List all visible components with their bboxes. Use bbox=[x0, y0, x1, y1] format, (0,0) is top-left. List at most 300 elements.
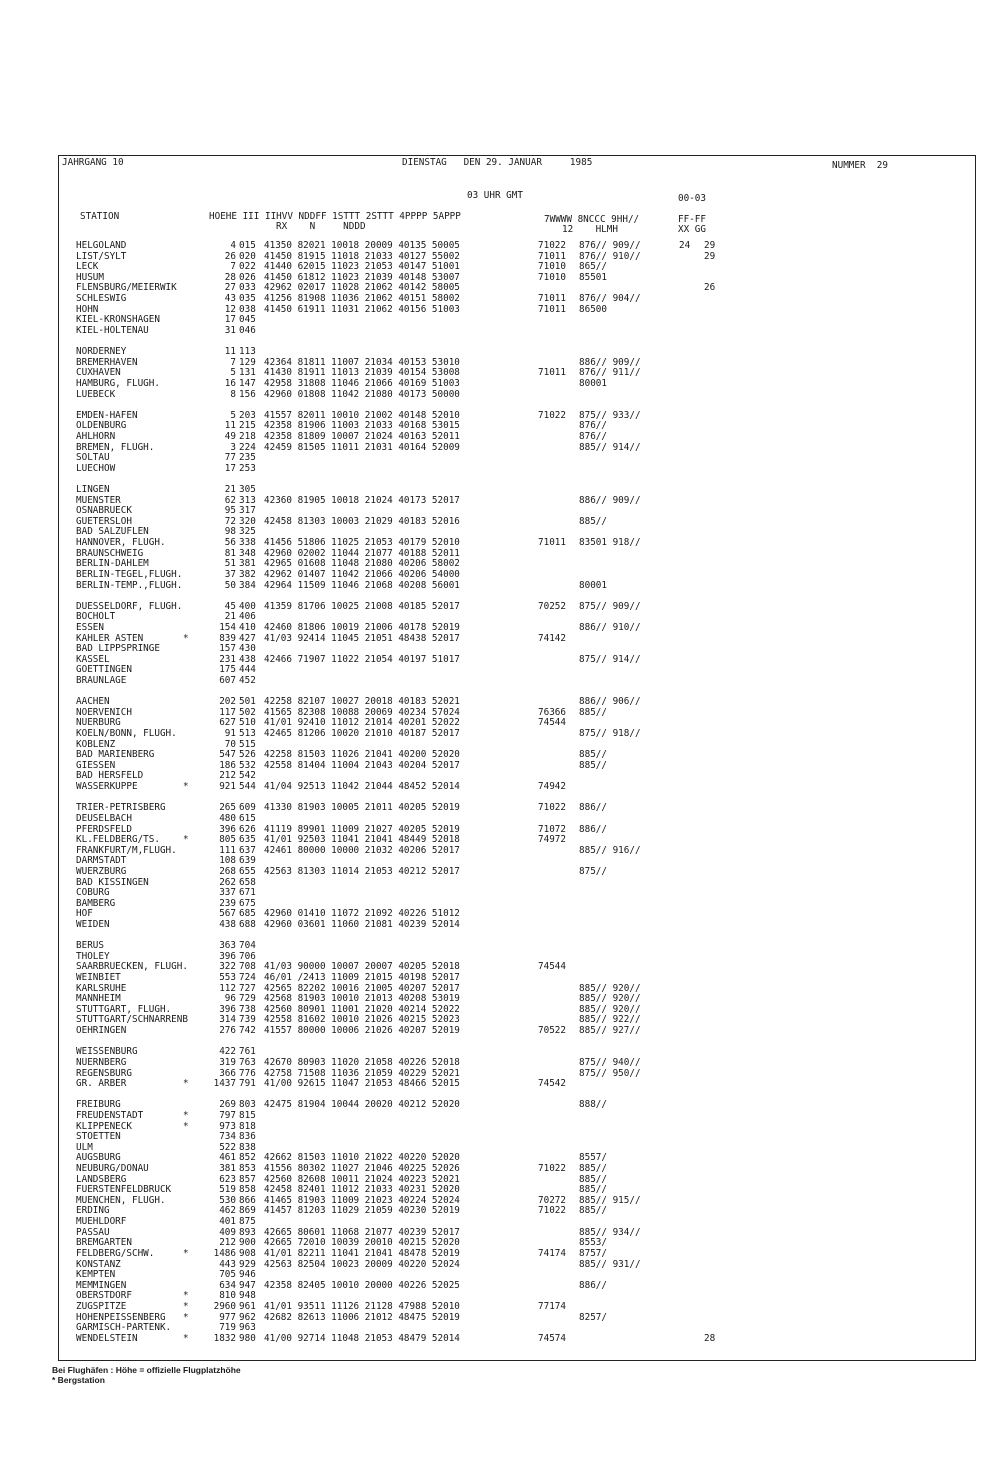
station-index: 866 bbox=[239, 1194, 256, 1206]
synop-groups: 42962 02017 11028 21062 40142 58005 bbox=[264, 282, 460, 294]
cloud-groups: 8553/ bbox=[579, 1237, 607, 1249]
table-row bbox=[76, 665, 716, 676]
station-index: 410 bbox=[239, 621, 256, 633]
weather-group: 74972 bbox=[538, 834, 566, 846]
table-row bbox=[76, 1206, 716, 1217]
station-height: 553 bbox=[219, 972, 236, 984]
station-height: 111 bbox=[219, 844, 236, 856]
cloud-groups: 8557/ bbox=[579, 1152, 607, 1164]
station-height: 95 bbox=[224, 505, 236, 517]
weather-group: 77174 bbox=[538, 1300, 566, 1312]
station-height: 719 bbox=[219, 1322, 236, 1334]
station-index: 729 bbox=[239, 993, 256, 1005]
station-name: KONSTANZ bbox=[76, 1258, 121, 1270]
station-index: 045 bbox=[239, 314, 256, 326]
station-height: 839 bbox=[219, 632, 236, 644]
station-index: 501 bbox=[239, 696, 256, 708]
station-height: 797 bbox=[219, 1109, 236, 1121]
station-index: 655 bbox=[239, 865, 256, 877]
station-index: 338 bbox=[239, 537, 256, 549]
synop-groups: 41450 61911 11031 21062 40156 51003 bbox=[264, 303, 460, 315]
station-name: NEUBURG/DONAU bbox=[76, 1163, 149, 1175]
table-row bbox=[76, 846, 716, 857]
station-index: 962 bbox=[239, 1311, 256, 1323]
station-index: 526 bbox=[239, 749, 256, 761]
cloud-groups: 885// 916// bbox=[579, 844, 641, 856]
cloud-groups: 875// 918// bbox=[579, 728, 641, 740]
station-index: 727 bbox=[239, 982, 256, 994]
station-name: GUETERSLOH bbox=[76, 515, 132, 527]
station-height: 522 bbox=[219, 1141, 236, 1153]
synop-groups: 41456 51806 11025 21053 40179 52010 bbox=[264, 537, 460, 549]
footnotes bbox=[52, 1365, 241, 1385]
station-name: GARMISCH-PARTENK. bbox=[76, 1322, 172, 1334]
synop-groups: 41119 89901 11009 21027 40205 52019 bbox=[264, 823, 460, 835]
synop-groups: 46/01 /2413 11009 21015 40198 52017 bbox=[264, 972, 460, 984]
synop-groups: 42358 81809 10007 21024 40163 52011 bbox=[264, 430, 460, 442]
spacer-row bbox=[76, 1037, 716, 1048]
synop-groups: 41465 81903 11009 21023 40224 52024 bbox=[264, 1194, 460, 1206]
table-row bbox=[76, 443, 716, 454]
station-name: PFERDSFELD bbox=[76, 823, 132, 835]
station-index: 532 bbox=[239, 759, 256, 771]
station-name: OSNABRUECK bbox=[76, 505, 132, 517]
station-index: 452 bbox=[239, 674, 256, 686]
cloud-groups: 885// 934// bbox=[579, 1226, 641, 1238]
station-height: 268 bbox=[219, 865, 236, 877]
station-name: LECK bbox=[76, 261, 99, 273]
cloud-groups: 875// 950// bbox=[579, 1067, 641, 1079]
station-height: 567 bbox=[219, 908, 236, 920]
station-name: GR. ARBER bbox=[76, 1078, 127, 1090]
table-row bbox=[76, 634, 716, 645]
station-index: 658 bbox=[239, 876, 256, 888]
station-height: 45 bbox=[224, 600, 236, 612]
station-name: KIEL-HOLTENAU bbox=[76, 324, 149, 336]
station-height: 157 bbox=[219, 643, 236, 655]
table-row bbox=[76, 496, 716, 507]
station-name: BRAUNLAGE bbox=[76, 674, 127, 686]
station-height: 734 bbox=[219, 1131, 236, 1143]
station-index: 215 bbox=[239, 420, 256, 432]
synop-groups: 41/01 92410 11012 21014 40201 52022 bbox=[264, 717, 460, 729]
station-name: FELDBERG/SCHW. bbox=[76, 1247, 155, 1259]
weather-group: 70272 bbox=[538, 1194, 566, 1206]
station-index: 384 bbox=[239, 579, 256, 591]
cloud-groups: 875// 909// bbox=[579, 600, 641, 612]
weather-group: 71022 bbox=[538, 802, 566, 814]
table-row bbox=[76, 1302, 716, 1313]
cloud-groups: 885// bbox=[579, 1173, 607, 1185]
station-index: 836 bbox=[239, 1131, 256, 1143]
station-height: 462 bbox=[219, 1205, 236, 1217]
gust-value: 28 bbox=[704, 1332, 716, 1344]
station-name: BAD MARIENBERG bbox=[76, 749, 155, 761]
wind-gust-header: FF-FF bbox=[678, 214, 706, 225]
synop-groups: 41/00 92714 11048 21053 48479 52014 bbox=[264, 1332, 460, 1344]
station-name: MEMMINGEN bbox=[76, 1279, 127, 1291]
station-index: 502 bbox=[239, 706, 256, 718]
synop-groups: 42960 02002 11044 21077 40188 52011 bbox=[264, 547, 460, 559]
mountain-marker: * bbox=[183, 1332, 189, 1344]
station-name: KASSEL bbox=[76, 653, 110, 665]
station-index: 444 bbox=[239, 664, 256, 676]
station-height: 269 bbox=[219, 1099, 236, 1111]
station-name: NOERVENICH bbox=[76, 706, 132, 718]
station-height: 212 bbox=[219, 770, 236, 782]
station-name: DARMSTADT bbox=[76, 855, 127, 867]
station-index: 675 bbox=[239, 897, 256, 909]
weather-group: 74544 bbox=[538, 717, 566, 729]
secondary-groups-header: 7WWWW 8NCCC 9HH// bbox=[544, 214, 640, 225]
synop-groups: 42466 71907 11022 21054 40197 51017 bbox=[264, 653, 460, 665]
cloud-groups: 876// 909// bbox=[579, 240, 641, 251]
synop-groups: 41/01 93511 11126 21128 47988 52010 bbox=[264, 1300, 460, 1312]
table-row bbox=[76, 761, 716, 772]
synop-groups: 42560 80901 11001 21020 40214 52022 bbox=[264, 1003, 460, 1015]
cloud-groups: 885// 920// bbox=[579, 1003, 641, 1015]
weather-group: 71010 bbox=[538, 271, 566, 283]
table-row bbox=[76, 1111, 716, 1122]
station-index: 253 bbox=[239, 462, 256, 474]
station-index: 739 bbox=[239, 1014, 256, 1026]
station-name: FREIBURG bbox=[76, 1099, 121, 1111]
synop-groups: 42665 80601 11068 21077 40239 52017 bbox=[264, 1226, 460, 1238]
table-row bbox=[76, 676, 716, 687]
cloud-groups: 886// bbox=[579, 802, 607, 814]
station-index: 113 bbox=[239, 346, 256, 358]
weather-group: 71011 bbox=[538, 293, 566, 305]
station-name: THOLEY bbox=[76, 950, 110, 962]
station-index: 852 bbox=[239, 1152, 256, 1164]
table-row bbox=[76, 803, 716, 814]
station-height: 212 bbox=[219, 1237, 236, 1249]
station-name: HOF bbox=[76, 908, 93, 920]
mountain-station-note: * Bergstation bbox=[52, 1375, 105, 1385]
station-index: 147 bbox=[239, 377, 256, 389]
station-height: 1486 bbox=[213, 1247, 236, 1259]
station-height: 530 bbox=[219, 1194, 236, 1206]
station-name: BERUS bbox=[76, 940, 104, 952]
synop-groups: 41/01 82211 11041 21041 48478 52019 bbox=[264, 1247, 460, 1259]
station-name: BERLIN-TEGEL,FLUGH. bbox=[76, 568, 183, 580]
table-row bbox=[76, 464, 716, 475]
station-name: OBERSTDORF bbox=[76, 1290, 132, 1302]
station-name: COBURG bbox=[76, 887, 110, 899]
station-name: BAD SALZUFLEN bbox=[76, 526, 149, 538]
synop-groups: 41430 81911 11013 21039 40154 53008 bbox=[264, 367, 460, 379]
weather-group: 71022 bbox=[538, 409, 566, 421]
station-height: 7 bbox=[230, 261, 236, 273]
station-name: WEIDEN bbox=[76, 919, 110, 930]
station-name: KEMPTEN bbox=[76, 1269, 116, 1281]
table-row bbox=[76, 1132, 716, 1143]
station-height: 27 bbox=[224, 282, 236, 294]
station-name: BOCHOLT bbox=[76, 611, 116, 623]
weather-group: 70522 bbox=[538, 1025, 566, 1037]
station-height: 438 bbox=[219, 919, 236, 930]
station-column-header: STATION bbox=[80, 211, 120, 222]
spacer-row bbox=[76, 336, 716, 347]
cloud-groups: 885// bbox=[579, 515, 607, 527]
synop-groups: 42758 71508 11036 21059 40229 52021 bbox=[264, 1067, 460, 1079]
cloud-groups: 875// bbox=[579, 865, 607, 877]
station-index: 791 bbox=[239, 1078, 256, 1090]
station-height: 409 bbox=[219, 1226, 236, 1238]
synop-groups: 42460 81806 10019 21006 40178 52019 bbox=[264, 621, 460, 633]
cloud-groups: 886// 906// bbox=[579, 696, 641, 708]
table-row bbox=[76, 623, 716, 634]
station-index: 203 bbox=[239, 409, 256, 421]
station-index: 156 bbox=[239, 388, 256, 400]
station-height: 16 bbox=[224, 377, 236, 389]
station-height: 1832 bbox=[213, 1332, 236, 1344]
table-row bbox=[76, 305, 716, 316]
station-index: 513 bbox=[239, 728, 256, 740]
station-name: TRIER-PETRISBERG bbox=[76, 802, 166, 814]
synop-groups: 41450 81915 11018 21033 40127 55002 bbox=[264, 250, 460, 262]
station-name: BAMBERG bbox=[76, 897, 116, 909]
station-index: 961 bbox=[239, 1300, 256, 1312]
table-row bbox=[76, 1058, 716, 1069]
synop-groups: 42563 81303 11014 21053 40212 52017 bbox=[264, 865, 460, 877]
station-height: 17 bbox=[224, 314, 236, 326]
station-name: GOETTINGEN bbox=[76, 664, 132, 676]
station-name: SOLTAU bbox=[76, 452, 110, 464]
station-name: WEINBIET bbox=[76, 972, 121, 984]
station-name: HOHN bbox=[76, 303, 99, 315]
station-index: 515 bbox=[239, 738, 256, 750]
station-index: 738 bbox=[239, 1003, 256, 1015]
weather-group: 71011 bbox=[538, 537, 566, 549]
station-height: 154 bbox=[219, 621, 236, 633]
station-index: 947 bbox=[239, 1279, 256, 1291]
weather-group: 71010 bbox=[538, 261, 566, 273]
station-index: 858 bbox=[239, 1184, 256, 1196]
station-name: BERLIN-DAHLEM bbox=[76, 558, 149, 570]
station-height: 2960 bbox=[213, 1300, 236, 1312]
station-height: 96 bbox=[224, 993, 236, 1005]
synop-groups: 42965 01608 11048 21080 40206 58002 bbox=[264, 558, 460, 570]
table-row bbox=[76, 1334, 716, 1345]
weather-group: 74574 bbox=[538, 1332, 566, 1344]
time-range: 00-03 bbox=[678, 193, 706, 204]
station-height: 810 bbox=[219, 1290, 236, 1302]
spacer-row bbox=[76, 474, 716, 485]
station-name: BAD KISSINGEN bbox=[76, 876, 149, 888]
station-height: 28 bbox=[224, 271, 236, 283]
table-row bbox=[76, 517, 716, 528]
station-index: 235 bbox=[239, 452, 256, 464]
station-index: 704 bbox=[239, 940, 256, 952]
station-height: 37 bbox=[224, 568, 236, 580]
station-index: 635 bbox=[239, 834, 256, 846]
synop-groups: 42364 81811 11007 21034 40153 53010 bbox=[264, 356, 460, 368]
cloud-groups: 886// 910// bbox=[579, 621, 641, 633]
station-index: 803 bbox=[239, 1099, 256, 1111]
station-height: 1437 bbox=[213, 1078, 236, 1090]
cloud-groups: 85501 bbox=[579, 271, 607, 283]
table-row bbox=[76, 326, 716, 337]
station-name: EMDEN-HAFEN bbox=[76, 409, 138, 421]
mountain-marker: * bbox=[183, 1078, 189, 1090]
cloud-groups: 885// bbox=[579, 1163, 607, 1175]
station-height: 705 bbox=[219, 1269, 236, 1281]
table-row bbox=[76, 878, 716, 889]
station-height: 72 bbox=[224, 515, 236, 527]
synop-groups: 41359 81706 10025 21008 40185 52017 bbox=[264, 600, 460, 612]
station-height: 973 bbox=[219, 1120, 236, 1132]
station-height: 5 bbox=[230, 409, 236, 421]
synop-groups: 41/04 92513 11042 21044 48452 52014 bbox=[264, 781, 460, 793]
station-name: STUTTGART/SCHNARRENB bbox=[76, 1014, 188, 1026]
station-height: 239 bbox=[219, 897, 236, 909]
synop-groups: 42458 81303 10003 21029 40183 52016 bbox=[264, 515, 460, 527]
station-index: 963 bbox=[239, 1322, 256, 1334]
mountain-marker: * bbox=[183, 1311, 189, 1323]
mountain-marker: * bbox=[183, 1109, 189, 1121]
station-index: 637 bbox=[239, 844, 256, 856]
station-index: 900 bbox=[239, 1237, 256, 1249]
station-name: AHLHORN bbox=[76, 430, 116, 442]
synop-groups: 42358 82405 10010 20000 40226 52025 bbox=[264, 1279, 460, 1291]
station-index: 325 bbox=[239, 526, 256, 538]
jahrgang-label: JAHRGANG 10 bbox=[62, 157, 124, 168]
cloud-groups: 885// bbox=[579, 749, 607, 761]
station-height: 480 bbox=[219, 812, 236, 824]
gust-value: 26 bbox=[704, 282, 716, 294]
station-height: 337 bbox=[219, 887, 236, 899]
station-height: 11 bbox=[224, 346, 236, 358]
secondary-groups-subheader: 12 HLMH bbox=[562, 224, 618, 235]
station-name: BRAUNSCHWEIG bbox=[76, 547, 144, 559]
station-height: 422 bbox=[219, 1046, 236, 1058]
weather-group: 74942 bbox=[538, 781, 566, 793]
synop-groups: 41450 61812 11023 21039 40148 53007 bbox=[264, 271, 460, 283]
station-height: 49 bbox=[224, 430, 236, 442]
station-name: LINGEN bbox=[76, 484, 110, 496]
synop-groups: 42670 80903 11020 21058 40226 52018 bbox=[264, 1056, 460, 1068]
cloud-groups: 885// bbox=[579, 759, 607, 771]
station-index: 382 bbox=[239, 568, 256, 580]
station-name: HAMBURG, FLUGH. bbox=[76, 377, 160, 389]
station-name: CUXHAVEN bbox=[76, 367, 121, 379]
cloud-groups: 8757/ bbox=[579, 1247, 607, 1259]
station-index: 400 bbox=[239, 600, 256, 612]
cloud-groups: 885// 931// bbox=[579, 1258, 641, 1270]
weather-group: 71022 bbox=[538, 1205, 566, 1217]
cloud-groups: 888// bbox=[579, 1099, 607, 1111]
station-name: KAHLER ASTEN bbox=[76, 632, 144, 644]
station-height: 108 bbox=[219, 855, 236, 867]
cloud-groups: 885// 920// bbox=[579, 982, 641, 994]
station-name: GIESSEN bbox=[76, 759, 116, 771]
station-name: NUERNBERG bbox=[76, 1056, 127, 1068]
station-index: 320 bbox=[239, 515, 256, 527]
station-name: HANNOVER, FLUGH. bbox=[76, 537, 166, 549]
station-index: 761 bbox=[239, 1046, 256, 1058]
station-name: BREMERHAVEN bbox=[76, 356, 138, 368]
station-name: KOBLENZ bbox=[76, 738, 116, 750]
station-name: MANNHEIM bbox=[76, 993, 121, 1005]
station-height: 231 bbox=[219, 653, 236, 665]
station-index: 908 bbox=[239, 1247, 256, 1259]
station-height: 634 bbox=[219, 1279, 236, 1291]
station-height: 70 bbox=[224, 738, 236, 750]
station-name: LUEBECK bbox=[76, 388, 116, 400]
mountain-marker: * bbox=[183, 781, 189, 793]
station-index: 438 bbox=[239, 653, 256, 665]
station-index: 818 bbox=[239, 1120, 256, 1132]
cloud-groups: 8257/ bbox=[579, 1311, 607, 1323]
station-height: 77 bbox=[224, 452, 236, 464]
cloud-groups: 886// bbox=[579, 1279, 607, 1291]
synop-groups: 41557 82011 10010 21002 40148 52010 bbox=[264, 409, 460, 421]
station-name: ULM bbox=[76, 1141, 93, 1153]
station-height: 627 bbox=[219, 717, 236, 729]
synop-groups: 41440 62015 11023 21053 40147 51001 bbox=[264, 261, 460, 273]
synop-groups: 42560 82608 10011 21024 40223 52021 bbox=[264, 1173, 460, 1185]
station-name: MUENCHEN, FLUGH. bbox=[76, 1194, 166, 1206]
synop-groups: 41565 82308 10088 20069 40234 57024 bbox=[264, 706, 460, 718]
station-index: 544 bbox=[239, 781, 256, 793]
synop-groups: 42458 82401 11012 21033 40231 52020 bbox=[264, 1184, 460, 1196]
cloud-groups: 876// 911// bbox=[579, 367, 641, 379]
synop-groups: 41/03 92414 11045 21051 48438 52017 bbox=[264, 632, 460, 644]
synop-groups: 42662 81503 11010 21022 40220 52020 bbox=[264, 1152, 460, 1164]
synop-groups: 42682 82613 11006 21012 48475 52019 bbox=[264, 1311, 460, 1323]
station-height: 322 bbox=[219, 961, 236, 973]
date-label: DIENSTAG DEN 29. JANUAR 1985 bbox=[402, 157, 593, 168]
cloud-groups: 876// bbox=[579, 420, 607, 432]
cloud-groups: 886// 909// bbox=[579, 494, 641, 506]
station-index: 639 bbox=[239, 855, 256, 867]
station-height: 81 bbox=[224, 547, 236, 559]
cloud-groups: 875// 940// bbox=[579, 1056, 641, 1068]
station-index: 033 bbox=[239, 282, 256, 294]
station-height: 396 bbox=[219, 950, 236, 962]
synop-groups: 42465 81206 10020 21010 40187 52017 bbox=[264, 728, 460, 740]
station-name: WASSERKUPPE bbox=[76, 781, 138, 793]
station-height: 91 bbox=[224, 728, 236, 740]
station-name: OEHRINGEN bbox=[76, 1025, 127, 1037]
synop-groups: 42964 11509 11046 21068 40208 56001 bbox=[264, 579, 460, 591]
station-height: 623 bbox=[219, 1173, 236, 1185]
table-row bbox=[76, 1260, 716, 1271]
weather-group: 74544 bbox=[538, 961, 566, 973]
cloud-groups: 86500 bbox=[579, 303, 607, 315]
synop-groups: 42475 81904 10044 20020 40212 52020 bbox=[264, 1099, 460, 1111]
station-name: STUTTGART, FLUGH. bbox=[76, 1003, 172, 1015]
station-height: 262 bbox=[219, 876, 236, 888]
station-name: OLDENBURG bbox=[76, 420, 127, 432]
station-index: 020 bbox=[239, 250, 256, 262]
synop-groups: 42358 81906 11003 21033 40168 53015 bbox=[264, 420, 460, 432]
cloud-groups: 885// bbox=[579, 706, 607, 718]
weather-group: 71072 bbox=[538, 823, 566, 835]
weather-group: 70252 bbox=[538, 600, 566, 612]
station-height: 175 bbox=[219, 664, 236, 676]
spacer-row bbox=[76, 931, 716, 942]
weather-group: 71022 bbox=[538, 240, 566, 251]
station-name: HOHENPEISSENBERG bbox=[76, 1311, 166, 1323]
station-name: DEUSELBACH bbox=[76, 812, 132, 824]
station-name: BAD LIPPSPRINGE bbox=[76, 643, 160, 655]
station-index: 131 bbox=[239, 367, 256, 379]
station-height: 319 bbox=[219, 1056, 236, 1068]
synop-groups: 41256 81908 11036 21062 40151 58002 bbox=[264, 293, 460, 305]
observation-time: 03 UHR GMT bbox=[467, 190, 523, 201]
